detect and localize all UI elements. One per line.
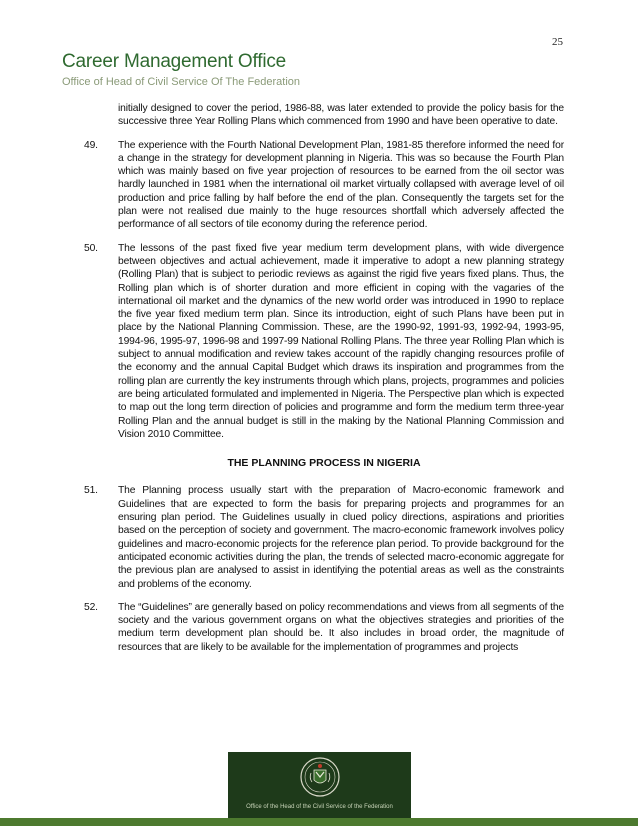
coat-of-arms-icon (299, 756, 341, 798)
paragraph-50 (84, 242, 564, 441)
document-body (84, 102, 564, 664)
header-title: Career Management Office (62, 51, 287, 72)
paragraph-number: 50. (84, 242, 98, 254)
paragraph-52 (84, 601, 564, 654)
paragraph-number: 52. (84, 601, 98, 613)
paragraph-number: 51. (84, 485, 98, 497)
page-number: 25 (552, 36, 563, 48)
paragraph-number: 49. (84, 139, 98, 151)
document-header (62, 50, 300, 89)
paragraph-text: The “Guidelines” are generally based on policy recommendations and views from all segments of the society and the various government organs on what the objectives strategies and priorities of the medium term development plan should be. It also includes in broad order, the magnitude of resources that are likely to be available for the implementation of programmes and projects (118, 601, 564, 653)
paragraph-text: The experience with the Fourth National Development Plan, 1981-85 therefore informed the need for a change in the strategy for development planning in Nigeria. This was so because the Fourth Plan which was mainly based on five year projection of resources to be earned from the oil sector was hardly launched in 1981 when the international oil market virtually collapsed with average level of oil production and price falling by half before the end of the plan. Consequently the targets set for the plan were not realised due mainly to the huge resources shortfall which adversely affected the performance of all sectors of tile economy during the reference period. (118, 139, 564, 231)
continuation-paragraph: initially designed to cover the period, 1986-88, was later extended to provide the policy basis for the successive three Year Rolling Plans which commenced from 1990 and have been operative to date. (118, 103, 564, 128)
footer-panel (228, 752, 411, 818)
section-heading: THE PLANNING PROCESS IN NIGERIA (227, 457, 421, 470)
paragraph-49 (84, 139, 564, 232)
paragraph-text: The Planning process usually start with the preparation of Macro-economic framework and Guidelines that are expected to form the basis for preparing projects and programmes for an ensuring plan period. The Guidelines usually in clued policy directions, aspirations and priorities based on the perception of society and government. The macro-economic framework involves policy guidelines and macro-economic projects for the reference plan period. To provide background for the anticipated economic activities during the plan, the trends of selected macro-economic aggregate for the previous plan are analysed to assist in identifying the potential areas as well as the constraints and problems of the economy. (118, 485, 564, 590)
footer-text: Office of the Head of the Civil Service of the Federation (246, 804, 393, 810)
paragraph-text: The lessons of the past fixed five year medium term development plans, with wide divergence between objectives and actual achievement, made it imperative to adopt a new planning strategy (Rolling Plan) that is subject to periodic reviews as against the rigid five years fixed plans. Thus, the Rolling plan which is of shorter duration and more efficient in coping with the vagaries of the international oil market and the dynamics of the new world order was introduced in 1990 to replace the five year fixed medium term plan. Since its introduction, eight of such Plans have been put in place by the National Planning Commission. These, are the 1990-92, 1991-93, 1992-94, 1993-95, 1994-96, 1995-97, 1996-98 and 1997-99 National Rolling Plans. The three year Rolling Plan which is subject to annual modification and review takes account of the rapidly changing resources profile of the economy and the annual Capital Budget which draws its inspiration and programmes from the rolling plan are currently the key instruments through which plans, projects, programmes and policies are being articulated formulated and implemented in Nigeria. The Perspective plan which is expected to map out the long term direction of policies and programme and form the medium term three-year Rolling Plan and the annual budget is still in the making by the National Planning Commission and Vision 2010 Committee. (118, 242, 564, 440)
paragraph-51 (84, 484, 564, 590)
header-subtitle: Office of Head of Civil Service Of The Federation (62, 76, 301, 88)
bottom-bar (0, 818, 638, 826)
